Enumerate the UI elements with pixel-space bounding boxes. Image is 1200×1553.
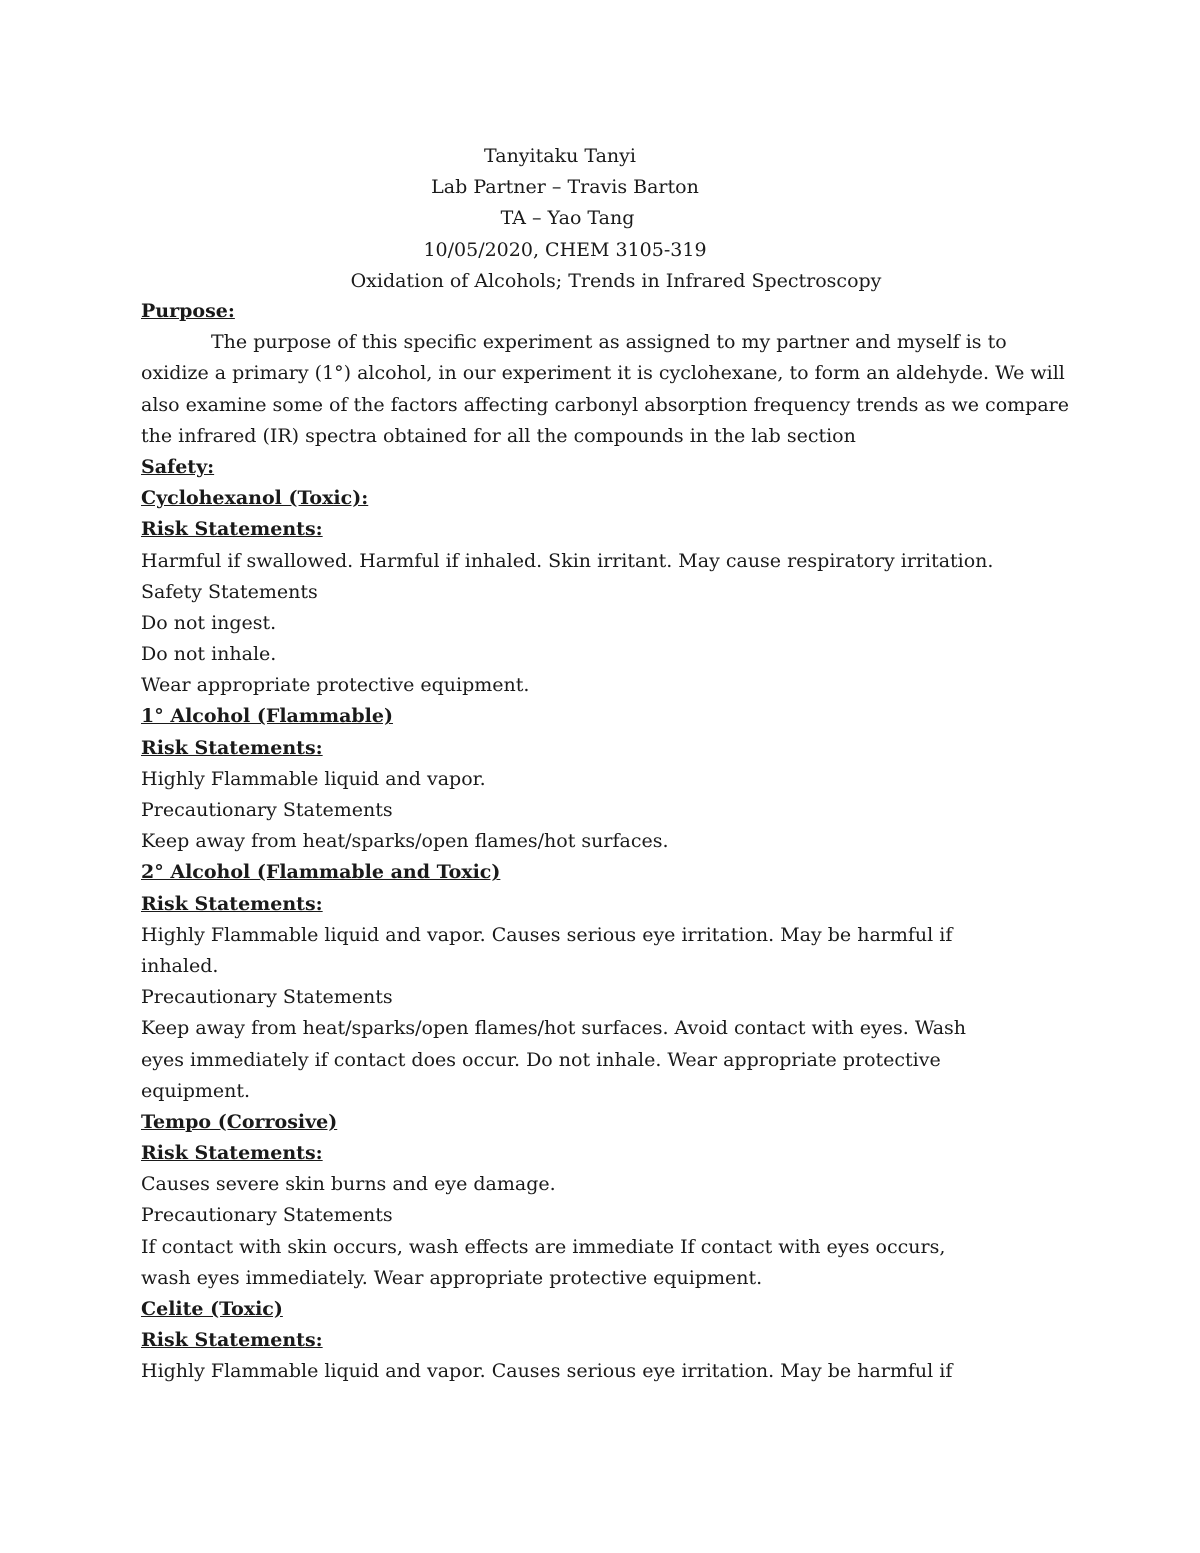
risk-statement: Highly Flammable liquid and vapor. Causes serious eye irritation. May be harmful if (141, 1360, 953, 1383)
safety-heading: Safety: (141, 455, 215, 478)
purpose-line: also examine some of the factors affecting carbonyl absorption frequency trends as we compare (141, 393, 1069, 416)
purpose-heading: Purpose: (141, 300, 235, 322)
purpose-line: oxidize a primary (1°) alcohol, in our experiment it is cyclohexane, to form an aldehyde. We will (141, 362, 1065, 385)
purpose-line: the infrared (IR) spectra obtained for all the compounds in the lab section (141, 424, 856, 447)
precautionary-statements-label: Precautionary Statements (141, 799, 393, 821)
precautionary-statement: wash eyes immediately. Wear appropriate protective equipment. (141, 1266, 763, 1289)
secondary-alcohol-heading: 2° Alcohol (Flammable and Toxic) (141, 861, 501, 884)
cyclohexanol-heading: Cyclohexanol (Toxic): (141, 487, 369, 510)
purpose-line: The purpose of this specific experiment as assigned to my partner and myself is to (211, 331, 1007, 354)
teaching-assistant: TA – Yao Tang (500, 207, 635, 230)
risk-statement: Highly Flammable liquid and vapor. (141, 767, 486, 790)
safety-statements-label: Safety Statements (141, 580, 318, 603)
author-name: Tanyitaku Tanyi (484, 145, 636, 167)
risk-statement: Harmful if swallowed. Harmful if inhaled. Skin irritant. May cause respiratory irritation. (141, 549, 994, 572)
precautionary-statement: If contact with skin occurs, wash effects are immediate If contact with eyes occurs, (141, 1235, 946, 1258)
precautionary-statements-label: Precautionary Statements (141, 986, 393, 1009)
celite-heading: Celite (Toxic) (141, 1298, 283, 1320)
precautionary-statement: Keep away from heat/sparks/open flames/hot surfaces. Avoid contact with eyes. Wash (141, 1017, 967, 1040)
date-course: 10/05/2020, CHEM 3105-319 (423, 238, 707, 261)
tempo-heading: Tempo (Corrosive) (141, 1110, 338, 1133)
primary-alcohol-heading: 1° Alcohol (Flammable) (141, 705, 393, 728)
risk-statement: Causes severe skin burns and eye damage. (141, 1173, 556, 1196)
risk-statements-heading: Risk Statements: (141, 736, 323, 759)
risk-statements-heading: Risk Statements: (141, 1329, 323, 1352)
risk-statements-heading: Risk Statements: (141, 518, 323, 541)
document-body (141, 296, 1081, 1388)
risk-statement: Highly Flammable liquid and vapor. Causes serious eye irritation. May be harmful if (141, 923, 953, 946)
risk-statements-heading: Risk Statements: (141, 892, 323, 915)
risk-statement: inhaled. (141, 954, 219, 977)
precautionary-statement: equipment. (141, 1079, 251, 1102)
safety-statement: Do not ingest. (141, 611, 277, 634)
precautionary-statement: eyes immediately if contact does occur. Do not inhale. Wear appropriate protective (141, 1048, 941, 1071)
precautionary-statement: Keep away from heat/sparks/open flames/hot surfaces. (141, 830, 669, 853)
report-title: Oxidation of Alcohols; Trends in Infrared Spectroscopy (350, 269, 882, 292)
document-header (0, 141, 1200, 297)
risk-statements-heading: Risk Statements: (141, 1142, 323, 1165)
lab-partner: Lab Partner – Travis Barton (431, 176, 699, 199)
safety-statement: Wear appropriate protective equipment. (141, 674, 530, 697)
precautionary-statements-label: Precautionary Statements (141, 1204, 393, 1227)
safety-statement: Do not inhale. (141, 643, 277, 666)
